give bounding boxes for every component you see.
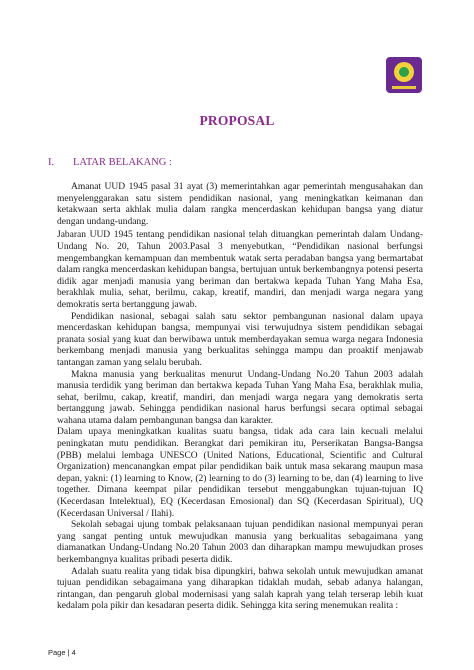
paragraph: Sekolah sebagai ujung tombak pelaksanaan tujuan pendidikan nasional mempunyai peran yang sangat penting untuk mewujudkan manusia yang berkualitas sebagaimana yang diamanatkan Undang-Undang No.20 Tahun 2003 dan diharapkan mampu mewujudkan proses berkembangnya kualitas pribadi peserta didik. [57,520,423,565]
paragraph: Dalam upaya meningkatkan kualitas suatu bangsa, tidak ada cara lain kecuali melalui peningkatan mutu pendidikan. Berangkat dari pemikiran itu, Perserikatan Bangsa-Bangsa (PBB) melalui lembaga UNESCO (United Nations, Educational, Scientific and Cultural Organization) mencanangkan empat pilar pendidikan baik untuk masa sekarang maupun masa depan, yakni: (1) learning to Know, (2) learning to do (3) learning to be, dan (4) learning to live together. Dimana keempat pilar pendidikan tersebut menggabungkan tujuan-tujuan IQ (Kecerdasan Intelektual), EQ (Kecerdasan Emosional) dan SQ (Kecerdasan Spiritual), UQ (Kecerdasan Universal / Ilahi). [57,427,423,519]
section-title: LATAR BELAKANG : [73,157,172,168]
paragraph: Pendidikan nasional, sebagai salah satu sektor pembangunan nasional dalam upaya mencerdaskan kehidupan bangsa, mempunyai visi terwujudnya sistem pendidikan sebagai pranata sosial yang kuat dan berwibawa untuk memberdayakan semua warga negara Indonesia berkembang menjadi manusia yang berkualitas sehingga mampu dan proaktif menjawab tantangan zaman yang selalu berubah. [57,311,423,368]
paragraph: Amanat UUD 1945 pasal 31 ayat (3) memerintahkan agar pemerintah mengusahakan dan menyelenggarakan satu sistem pendidikan nasional, yang meningkatkan keimanan dan ketakwaan serta akhlak mulia dalam rangka mencerdaskan kehidupan bangsa yang diatur dengan undang-undang. [57,182,423,227]
section-number: I. [48,157,55,168]
logo-band [392,86,416,89]
page-number: Page | 4 [48,648,76,657]
document-title: PROPOSAL [199,113,275,128]
logo-center [399,67,409,77]
paragraph: Adalah suatu realita yang tidak bisa dipungkiri, bahwa sekolah untuk mewujudkan amanat tujuan pendidikan sebagaimana yang diharapkan tidaklah mudah, sebab adanya halangan, rintangan, dan pengaruh global modernisasi yang salah kaprah yang telah terserap lebih kuat kedalam pola pikir dan kesadaran peserta didik. Sehingga kita sering menemukan realita : [57,566,423,612]
paragraph: Jabaran UUD 1945 tentang pendidikan nasional telah dituangkan pemerintah dalam Undang-Undang No. 20, Tahun 2003.Pasal 3 menyebutkan, “Pendidikan nasional berfungsi mengembangkan kemampuan dan membentuk watak serta peradaban bangsa yang bermartabat dalam rangka mencerdaskan kehidupan bangsa, bertujuan untuk berkembangnya potensi peserta didik agar menjadi manusia yang beriman dan bertakwa kepada Tuhan Yang Maha Esa, berakhlak mulia, sehat, berilmu, cakap, kreatif, mandiri, dan menjadi warga negara yang demokratis serta bertanggung jawab. [57,230,423,310]
paragraph: Makna manusia yang berkualitas menurut Undang-Undang No.20 Tahun 2003 adalah manusia terdidik yang beriman dan bertakwa kepada Tuhan Yang Maha Esa, berakhlak mulia, sehat, berilmu, cakap, kreatif, mandiri, dan menjadi warga negara yang demokratis serta bertanggung jawab. Sehingga pendidikan nasional harus berfungsi secara optimal sebagai wahana utama dalam pembangunan bangsa dan karakter. [57,369,423,426]
school-logo-icon [386,57,422,93]
body-text [57,182,423,613]
section-heading [48,157,172,168]
